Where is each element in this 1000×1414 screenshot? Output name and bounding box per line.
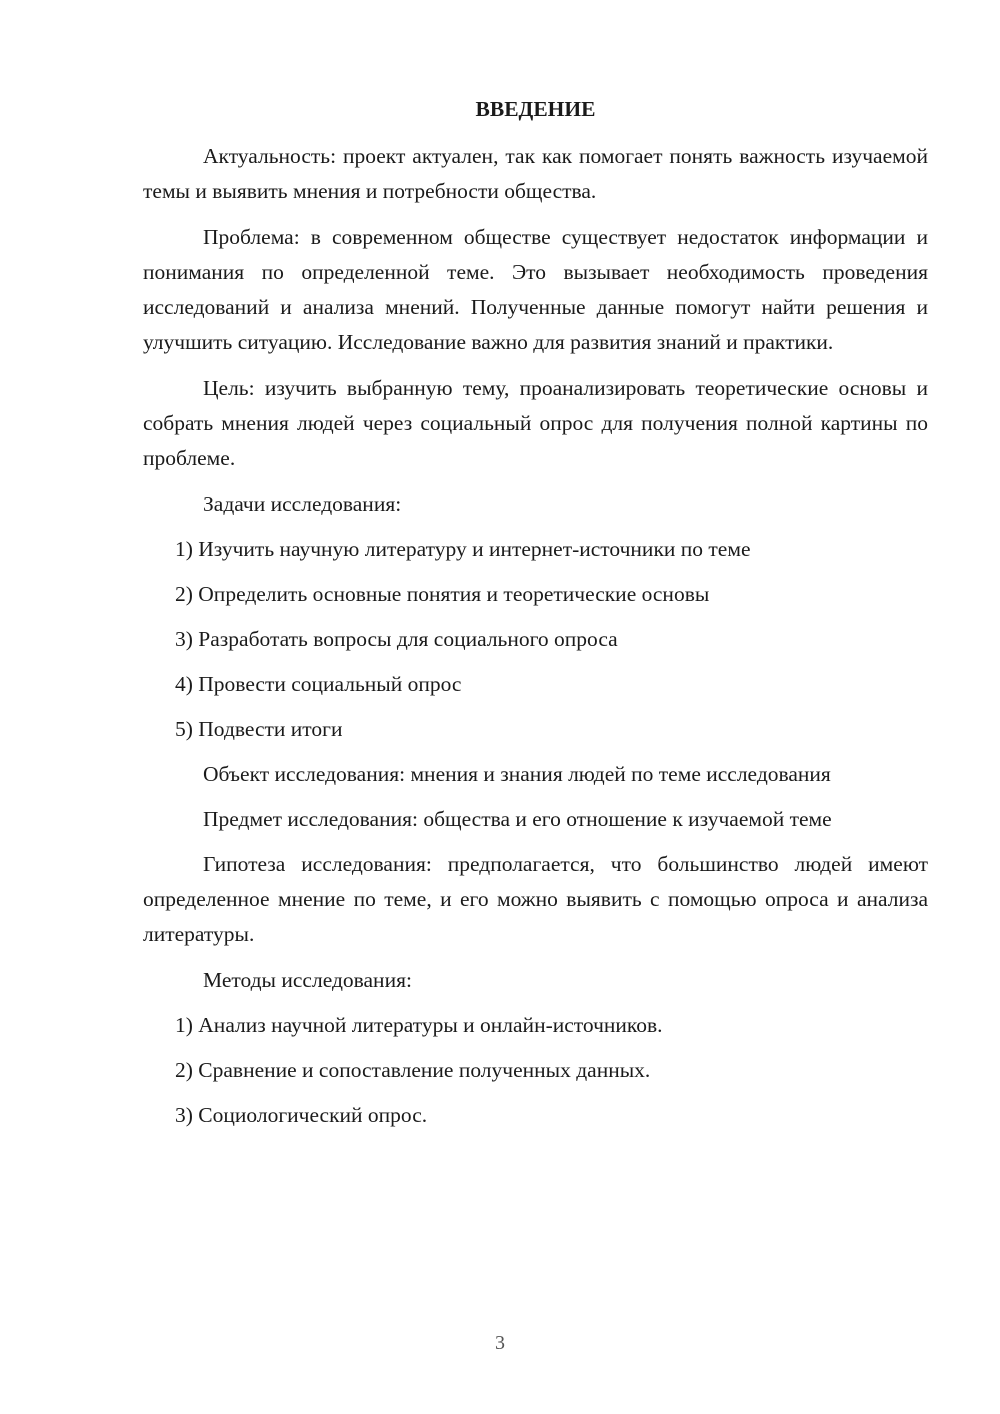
- methods-list: [143, 1008, 928, 1133]
- document-page: [143, 92, 928, 1143]
- tasks-list: [143, 532, 928, 747]
- list-item: 4) Провести социальный опрос: [175, 672, 462, 696]
- relevance-paragraph: Актуальность: проект актуален, так как помогает понять важность изучаемой темы и выявить мнения и потребности общества.: [143, 144, 928, 203]
- methods-heading: Методы исследования:: [203, 968, 412, 992]
- tasks-heading: Задачи исследования:: [203, 492, 402, 516]
- page-title: ВВЕДЕНИЕ: [475, 97, 596, 121]
- subject-line: Предмет исследования: общества и его отношение к изучаемой теме: [203, 807, 832, 831]
- goal-paragraph: Цель: изучить выбранную тему, проанализировать теоретические основы и собрать мнения людей через социальный опрос для получения полной картины по проблеме.: [143, 376, 928, 470]
- list-item: 3) Социологический опрос.: [175, 1103, 428, 1127]
- list-item: 1) Анализ научной литературы и онлайн-источников.: [175, 1013, 663, 1037]
- list-item: 2) Сравнение и сопоставление полученных данных.: [175, 1058, 651, 1082]
- list-item: 1) Изучить научную литературу и интернет-источники по теме: [175, 537, 751, 561]
- object-line: Объект исследования: мнения и знания людей по теме исследования: [203, 762, 831, 786]
- hypothesis-paragraph: Гипотеза исследования: предполагается, что большинство людей имеют определенное мнение по теме, и его можно выявить с помощью опроса и анализа литературы.: [143, 852, 928, 946]
- problem-paragraph: Проблема: в современном обществе существует недостаток информации и понимания по определенной теме. Это вызывает необходимость проведения исследований и анализа мнений. Полученные данные помогут найти решения и улучшить ситуацию. Исследование важно для развития знаний и практики.: [143, 225, 928, 354]
- page-number: 3: [495, 1332, 505, 1354]
- list-item: 3) Разработать вопросы для социального опроса: [175, 627, 618, 651]
- list-item: 2) Определить основные понятия и теоретические основы: [175, 582, 710, 606]
- list-item: 5) Подвести итоги: [175, 717, 343, 741]
